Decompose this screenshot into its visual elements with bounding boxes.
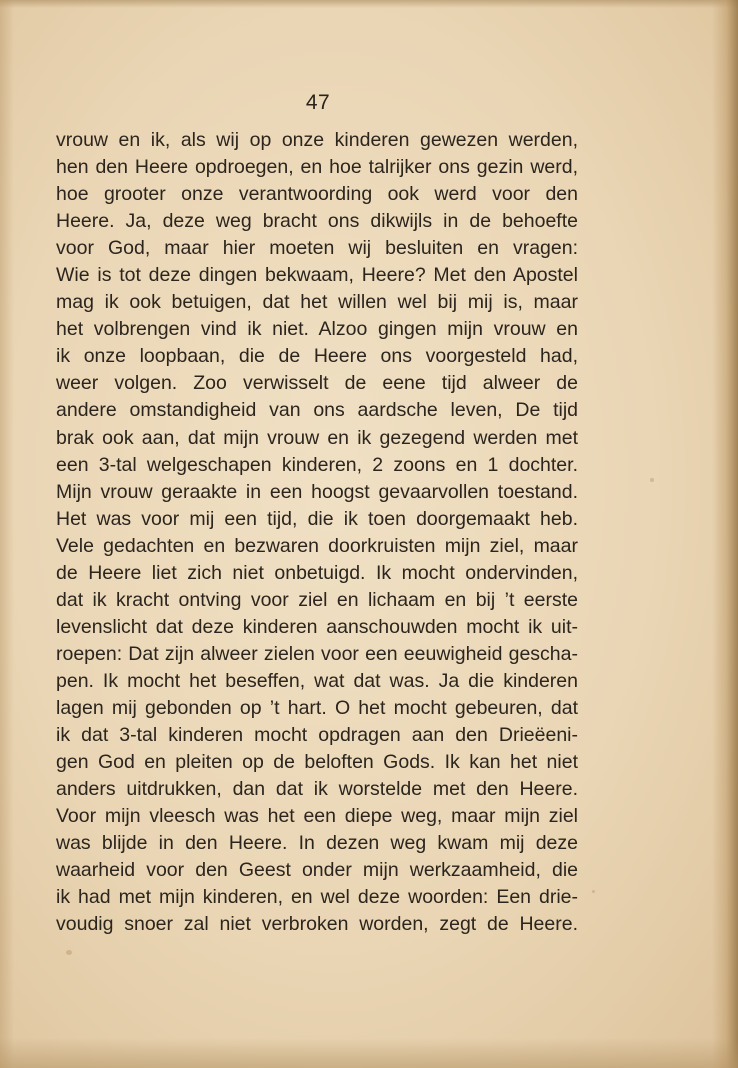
text-line: andere omstandigheid van ons aardsche leven, De tijd — [56, 399, 578, 422]
text-line: lagen mij gebonden op ’t hart. O het mocht gebeuren, dat — [56, 696, 578, 719]
text-line: hen den Heere opdroegen, en hoe talrijker ons gezin werd, — [56, 156, 578, 179]
text-line: dat ik kracht ontving voor ziel en lichaam en bij ’t eerste — [56, 588, 578, 611]
page-edge-bottom — [0, 1038, 738, 1068]
text-line: Vele gedachten en bezwaren doorkruisten mijn ziel, maar — [56, 534, 578, 557]
text-line: Wie is tot deze dingen bekwaam, Heere? Met den Apostel — [56, 264, 578, 287]
text-line: vrouw en ik, als wij op onze kinderen gewezen werden, — [56, 129, 578, 151]
body-text — [56, 127, 578, 938]
page-edge-left — [0, 0, 14, 1068]
text-line: roepen: Dat zijn alweer zielen voor een eeuwigheid gescha- — [56, 642, 578, 665]
text-line: ik had met mijn kinderen, en wel deze woorden: Een drie- — [56, 886, 578, 909]
text-line: pen. Ik mocht het beseffen, wat dat was. Ja die kinderen — [56, 669, 578, 692]
foxing-spot — [650, 478, 654, 482]
text-line: levenslicht dat deze kinderen aanschouwden mocht ik uit- — [56, 615, 578, 638]
text-line: waarheid voor den Geest onder mijn werkzaamheid, die — [56, 859, 578, 882]
text-line: weer volgen. Zoo verwisselt de eene tijd alweer de — [56, 372, 578, 395]
text-line: was blijde in den Heere. In dezen weg kwam mij deze — [56, 832, 578, 855]
text-line: anders uitdrukken, dan dat ik worstelde met den Heere. — [56, 778, 578, 801]
foxing-spot — [66, 950, 72, 955]
text-line: de Heere liet zich niet onbetuigd. Ik mocht ondervinden, — [56, 561, 578, 584]
text-line: voudig snoer zal niet verbroken worden, zegt de Heere. — [56, 913, 578, 936]
foxing-spot — [592, 890, 595, 893]
text-line: Het was voor mij een tijd, die ik toen doorgemaakt heb. — [56, 507, 578, 530]
text-line: mag ik ook betuigen, dat het willen wel bij mij is, maar — [56, 291, 578, 314]
text-line: brak ook aan, dat mijn vrouw en ik gezegend werden met — [56, 426, 578, 449]
text-line: Heere. Ja, deze weg bracht ons dikwijls in de behoefte — [56, 210, 578, 233]
text-line: Voor mijn vleesch was het een diepe weg, maar mijn ziel — [56, 805, 578, 828]
text-line: voor God, maar hier moeten wij besluiten en vragen: — [56, 237, 578, 260]
text-line: een 3-tal welgeschapen kinderen, 2 zoons en 1 dochter. — [56, 453, 578, 476]
text-line: Mijn vrouw geraakte in een hoogst gevaarvollen toestand. — [56, 480, 578, 503]
text-line: het volbrengen vind ik niet. Alzoo gingen mijn vrouw en — [56, 318, 578, 341]
text-line: hoe grooter onze verantwoording ook werd voor den — [56, 183, 578, 206]
page-number: 47 — [305, 91, 331, 114]
text-line: ik onze loopbaan, die de Heere ons voorgesteld had, — [56, 345, 578, 368]
text-line: ik dat 3-tal kinderen mocht opdragen aan den Drieëeni- — [56, 724, 578, 747]
page-edge-right — [712, 0, 738, 1068]
page-edge-top — [0, 0, 738, 8]
text-line: gen God en pleiten op de beloften Gods. Ik kan het niet — [56, 751, 578, 774]
